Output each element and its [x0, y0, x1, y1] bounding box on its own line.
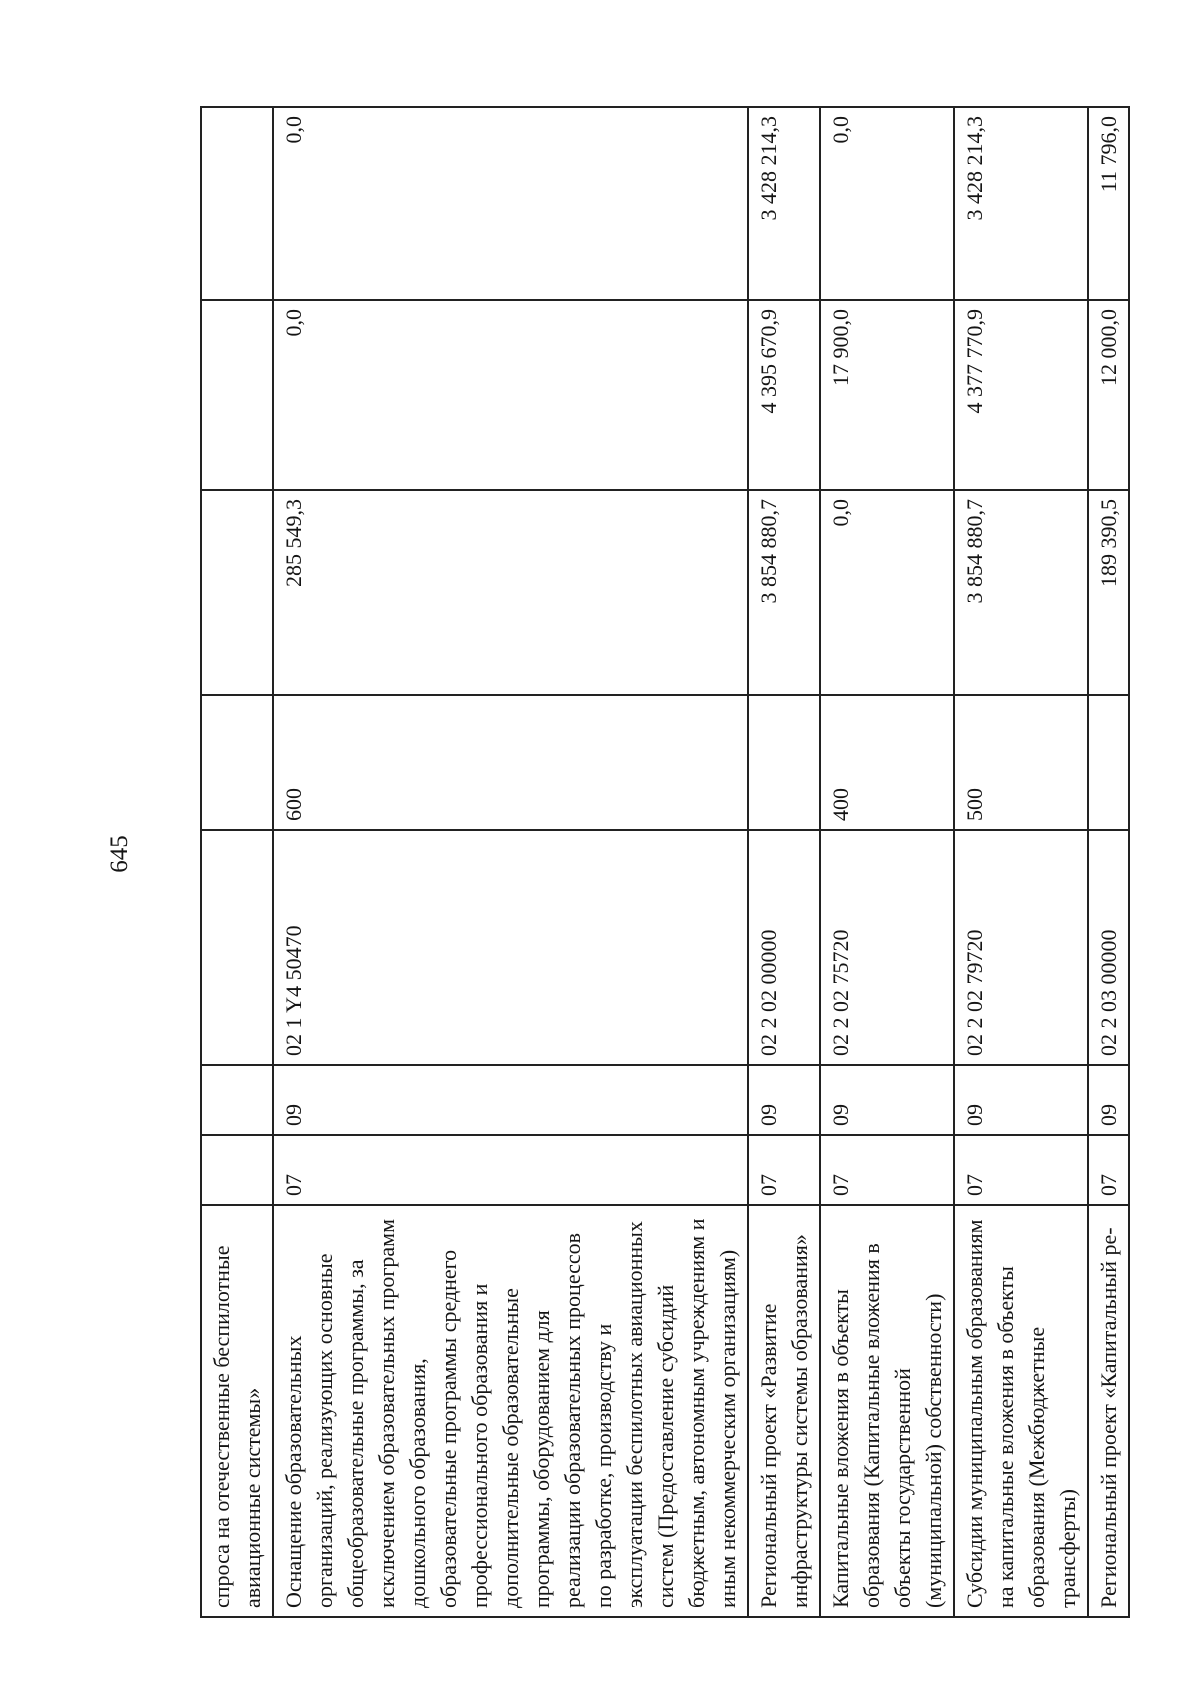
table-row [954, 107, 1088, 1617]
expense-type-code: 600 [273, 695, 748, 830]
section-code: 07 [820, 1135, 954, 1205]
subsection-code: 09 [1088, 1065, 1129, 1135]
amount-year-3: 0,0 [273, 107, 748, 300]
section-code: 07 [748, 1135, 820, 1205]
row-name: Региональный проект «Капитальный ре- [1088, 1205, 1129, 1617]
subsection-code: 09 [748, 1065, 820, 1135]
subsection-code: 09 [273, 1065, 748, 1135]
amount-year-2: 4 395 670,9 [748, 300, 820, 490]
table-row [273, 107, 748, 1617]
amount-year-3: 3 428 214,3 [954, 107, 1088, 300]
expense-type-code [748, 695, 820, 830]
target-article-code: 02 2 02 00000 [748, 830, 820, 1065]
row-name: Капитальные вложения в объекты образования (Капитальные вложения в объекты государственной (муниципальной) собственности) [820, 1205, 954, 1617]
amount-year-1: 189 390,5 [1088, 490, 1129, 695]
amount-year-2: 12 000,0 [1088, 300, 1129, 490]
row-name: Субсидии муниципальным образованиям на капитальные вложения в объекты образования (Межбюджетные трансферты) [954, 1205, 1088, 1617]
target-article-code: 02 1 Y4 50470 [273, 830, 748, 1065]
amount-year-1 [201, 490, 273, 695]
amount-year-2: 4 377 770,9 [954, 300, 1088, 490]
amount-year-2: 0,0 [273, 300, 748, 490]
section-code: 07 [273, 1135, 748, 1205]
expense-type-code: 400 [820, 695, 954, 830]
table-row [201, 107, 273, 1617]
budget-table-rotated [200, 108, 1121, 1618]
subsection-code: 09 [954, 1065, 1088, 1135]
row-name: Региональный проект «Развитие инфраструктуры системы образования» [748, 1205, 820, 1617]
subsection-code [201, 1065, 273, 1135]
target-article-code: 02 2 02 75720 [820, 830, 954, 1065]
amount-year-3: 3 428 214,3 [748, 107, 820, 300]
amount-year-1: 3 854 880,7 [748, 490, 820, 695]
expense-type-code: 500 [954, 695, 1088, 830]
target-article-code [201, 830, 273, 1065]
amount-year-2 [201, 300, 273, 490]
section-code: 07 [1088, 1135, 1129, 1205]
amount-year-3: 11 796,0 [1088, 107, 1129, 300]
amount-year-3: 0,0 [820, 107, 954, 300]
amount-year-2: 17 900,0 [820, 300, 954, 490]
section-code: 07 [954, 1135, 1088, 1205]
expense-type-code [1088, 695, 1129, 830]
expense-type-code [201, 695, 273, 830]
amount-year-3 [201, 107, 273, 300]
subsection-code: 09 [820, 1065, 954, 1135]
table-row [1088, 107, 1129, 1617]
amount-year-1: 3 854 880,7 [954, 490, 1088, 695]
row-name: Оснащение образовательных организаций, реализующих основные общеобразовательные программы, за исключением образовательных программ дошкольного образования, образовательные программы среднего профессионального образования и дополнительные образовательные программы, оборудованием для реализации образовательных процессов по разработке, производству и эксплуатации беспилотных авиационных систем (Предоставление субсидий бюджетным, автономным учреждениям и иным некоммерческим организациям) [273, 1205, 748, 1617]
table-row [748, 107, 820, 1617]
budget-table [200, 106, 1130, 1618]
table-row [820, 107, 954, 1617]
amount-year-1: 285 549,3 [273, 490, 748, 695]
page-number: 645 [106, 835, 133, 873]
target-article-code: 02 2 03 00000 [1088, 830, 1129, 1065]
amount-year-1: 0,0 [820, 490, 954, 695]
target-article-code: 02 2 02 79720 [954, 830, 1088, 1065]
section-code [201, 1135, 273, 1205]
row-name: спроса на отечественные беспилотные авиационные системы» [201, 1205, 273, 1617]
